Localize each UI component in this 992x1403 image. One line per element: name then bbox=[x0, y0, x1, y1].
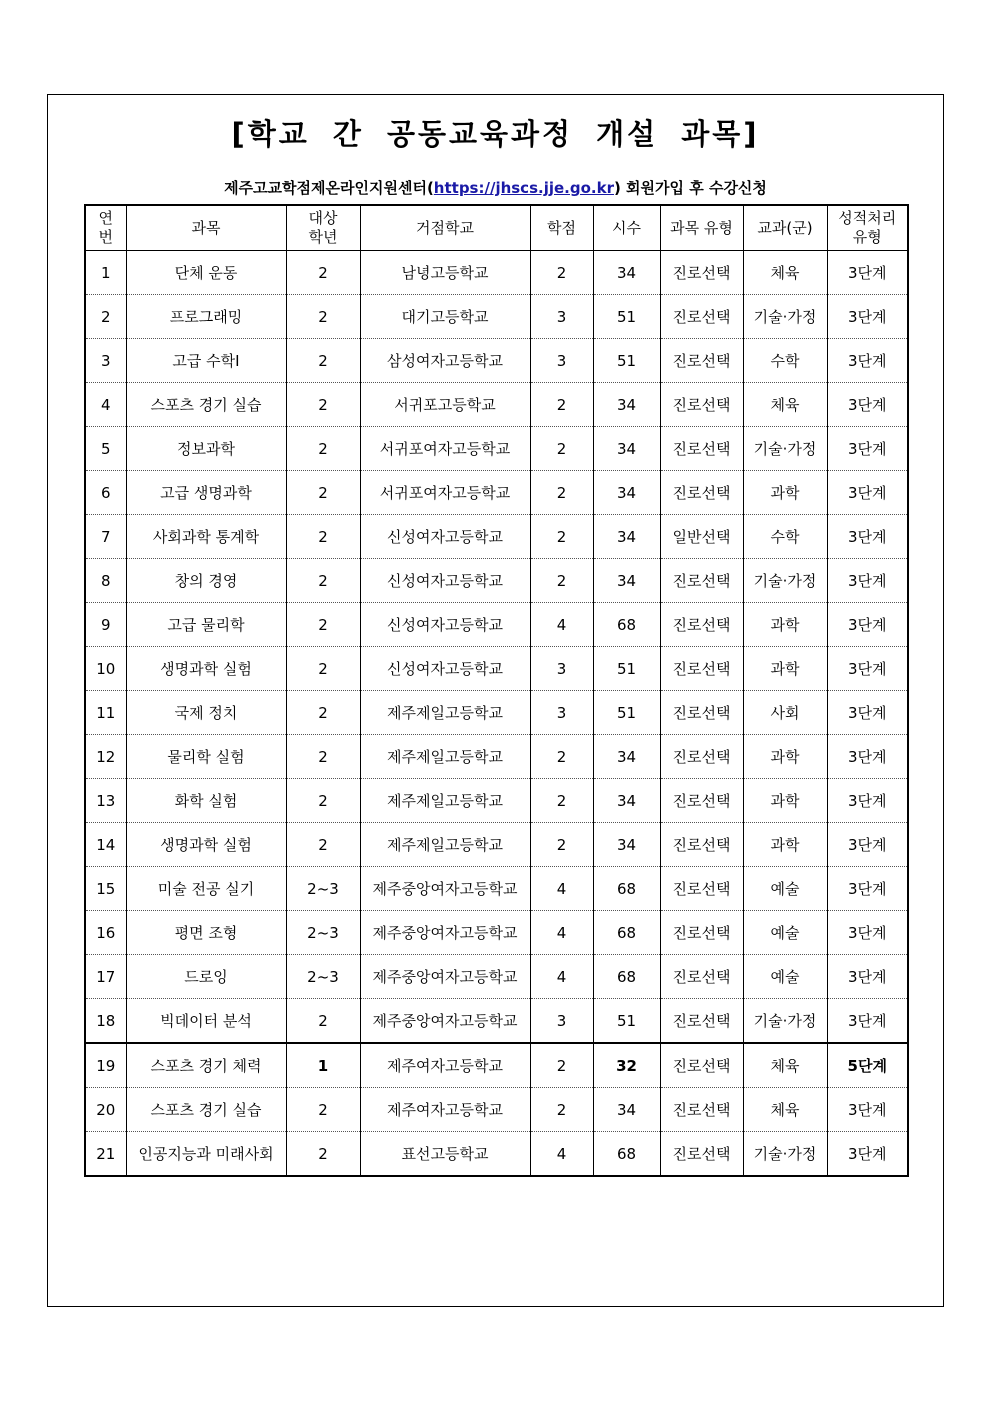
cell-type: 진로선택 bbox=[660, 295, 743, 339]
cell-subject: 드로잉 bbox=[126, 955, 286, 999]
cell-group: 기술·가정 bbox=[743, 427, 827, 471]
course-table bbox=[84, 204, 909, 1177]
cell-group: 과학 bbox=[743, 647, 827, 691]
cell-school: 서귀포여자고등학교 bbox=[360, 427, 530, 471]
cell-type: 진로선택 bbox=[660, 427, 743, 471]
cell-credits: 2 bbox=[530, 735, 593, 779]
cell-eval: 3단계 bbox=[827, 383, 908, 427]
cell-type: 진로선택 bbox=[660, 339, 743, 383]
cell-school: 제주중앙여자고등학교 bbox=[360, 911, 530, 955]
cell-school: 제주여자고등학교 bbox=[360, 1088, 530, 1132]
cell-credits: 2 bbox=[530, 823, 593, 867]
support-center-link[interactable]: https://jhscs.jje.go.kr bbox=[433, 179, 614, 197]
cell-group: 수학 bbox=[743, 515, 827, 559]
cell-hours: 34 bbox=[593, 515, 660, 559]
cell-no: 15 bbox=[85, 867, 126, 911]
cell-credits: 2 bbox=[530, 1088, 593, 1132]
cell-eval: 3단계 bbox=[827, 735, 908, 779]
cell-credits: 4 bbox=[530, 603, 593, 647]
table-row bbox=[85, 823, 908, 867]
cell-subject: 스포츠 경기 실습 bbox=[126, 383, 286, 427]
cell-eval: 3단계 bbox=[827, 1088, 908, 1132]
cell-grade: 2 bbox=[286, 691, 360, 735]
cell-type: 진로선택 bbox=[660, 955, 743, 999]
cell-no: 6 bbox=[85, 471, 126, 515]
cell-eval: 3단계 bbox=[827, 295, 908, 339]
table-row bbox=[85, 603, 908, 647]
subtitle-prefix: 제주고교학점제온라인지원센터( bbox=[224, 179, 434, 197]
cell-grade: 2 bbox=[286, 339, 360, 383]
cell-no: 9 bbox=[85, 603, 126, 647]
cell-no: 8 bbox=[85, 559, 126, 603]
table-row bbox=[85, 559, 908, 603]
cell-type: 진로선택 bbox=[660, 735, 743, 779]
cell-grade: 2 bbox=[286, 1132, 360, 1177]
cell-hours: 34 bbox=[593, 251, 660, 295]
cell-credits: 3 bbox=[530, 295, 593, 339]
cell-eval: 3단계 bbox=[827, 339, 908, 383]
header-credits: 학점 bbox=[530, 205, 593, 251]
cell-group: 과학 bbox=[743, 603, 827, 647]
cell-group: 사회 bbox=[743, 691, 827, 735]
cell-eval: 3단계 bbox=[827, 691, 908, 735]
cell-group: 체육 bbox=[743, 251, 827, 295]
cell-subject: 창의 경영 bbox=[126, 559, 286, 603]
cell-school: 제주중앙여자고등학교 bbox=[360, 955, 530, 999]
table-row bbox=[85, 471, 908, 515]
cell-school: 제주중앙여자고등학교 bbox=[360, 999, 530, 1044]
cell-subject: 평면 조형 bbox=[126, 911, 286, 955]
cell-school: 신성여자고등학교 bbox=[360, 515, 530, 559]
cell-subject: 빅데이터 분석 bbox=[126, 999, 286, 1044]
cell-school: 제주제일고등학교 bbox=[360, 691, 530, 735]
cell-group: 예술 bbox=[743, 955, 827, 999]
cell-credits: 4 bbox=[530, 911, 593, 955]
table-row bbox=[85, 999, 908, 1044]
cell-hours: 51 bbox=[593, 295, 660, 339]
cell-hours: 51 bbox=[593, 999, 660, 1044]
cell-eval: 3단계 bbox=[827, 999, 908, 1044]
cell-group: 체육 bbox=[743, 1043, 827, 1088]
cell-grade: 2 bbox=[286, 735, 360, 779]
cell-group: 과학 bbox=[743, 471, 827, 515]
cell-school: 제주제일고등학교 bbox=[360, 779, 530, 823]
table-row bbox=[85, 647, 908, 691]
table-row bbox=[85, 867, 908, 911]
cell-school: 제주제일고등학교 bbox=[360, 823, 530, 867]
cell-subject: 단체 운동 bbox=[126, 251, 286, 295]
cell-school: 서귀포고등학교 bbox=[360, 383, 530, 427]
cell-subject: 프로그래밍 bbox=[126, 295, 286, 339]
cell-school: 대기고등학교 bbox=[360, 295, 530, 339]
cell-grade: 2 bbox=[286, 779, 360, 823]
table-row bbox=[85, 515, 908, 559]
cell-subject: 국제 정치 bbox=[126, 691, 286, 735]
cell-no: 11 bbox=[85, 691, 126, 735]
cell-grade: 2 bbox=[286, 1088, 360, 1132]
cell-no: 18 bbox=[85, 999, 126, 1044]
cell-hours: 68 bbox=[593, 603, 660, 647]
cell-credits: 3 bbox=[530, 647, 593, 691]
cell-hours: 68 bbox=[593, 955, 660, 999]
cell-no: 5 bbox=[85, 427, 126, 471]
cell-hours: 51 bbox=[593, 339, 660, 383]
cell-credits: 4 bbox=[530, 867, 593, 911]
cell-eval: 3단계 bbox=[827, 823, 908, 867]
cell-hours: 34 bbox=[593, 779, 660, 823]
header-school: 거점학교 bbox=[360, 205, 530, 251]
cell-subject: 미술 전공 실기 bbox=[126, 867, 286, 911]
cell-group: 과학 bbox=[743, 823, 827, 867]
cell-credits: 3 bbox=[530, 339, 593, 383]
cell-type: 진로선택 bbox=[660, 383, 743, 427]
table-row bbox=[85, 295, 908, 339]
cell-subject: 고급 생명과학 bbox=[126, 471, 286, 515]
cell-subject: 생명과학 실험 bbox=[126, 823, 286, 867]
cell-subject: 고급 수학Ⅰ bbox=[126, 339, 286, 383]
cell-group: 기술·가정 bbox=[743, 559, 827, 603]
cell-type: 일반선택 bbox=[660, 515, 743, 559]
header-grade: 대상 학년 bbox=[286, 205, 360, 251]
cell-grade: 2 bbox=[286, 999, 360, 1044]
cell-hours: 34 bbox=[593, 1088, 660, 1132]
table-row bbox=[85, 691, 908, 735]
cell-school: 표선고등학교 bbox=[360, 1132, 530, 1177]
table-row bbox=[85, 427, 908, 471]
cell-no: 17 bbox=[85, 955, 126, 999]
cell-type: 진로선택 bbox=[660, 1088, 743, 1132]
cell-eval: 3단계 bbox=[827, 647, 908, 691]
cell-group: 과학 bbox=[743, 779, 827, 823]
cell-school: 서귀포여자고등학교 bbox=[360, 471, 530, 515]
cell-grade: 2~3 bbox=[286, 955, 360, 999]
header-hours: 시수 bbox=[593, 205, 660, 251]
cell-no: 20 bbox=[85, 1088, 126, 1132]
header-type: 과목 유형 bbox=[660, 205, 743, 251]
cell-school: 신성여자고등학교 bbox=[360, 603, 530, 647]
cell-eval: 3단계 bbox=[827, 1132, 908, 1177]
cell-school: 삼성여자고등학교 bbox=[360, 339, 530, 383]
cell-eval: 3단계 bbox=[827, 251, 908, 295]
cell-group: 예술 bbox=[743, 911, 827, 955]
cell-grade: 2 bbox=[286, 559, 360, 603]
cell-type: 진로선택 bbox=[660, 647, 743, 691]
cell-type: 진로선택 bbox=[660, 471, 743, 515]
cell-grade: 2 bbox=[286, 823, 360, 867]
cell-hours: 34 bbox=[593, 427, 660, 471]
cell-hours: 34 bbox=[593, 735, 660, 779]
table-row bbox=[85, 383, 908, 427]
cell-no: 12 bbox=[85, 735, 126, 779]
cell-credits: 4 bbox=[530, 1132, 593, 1177]
cell-credits: 2 bbox=[530, 779, 593, 823]
cell-eval: 3단계 bbox=[827, 427, 908, 471]
table-row bbox=[85, 1132, 908, 1177]
cell-type: 진로선택 bbox=[660, 779, 743, 823]
cell-hours: 34 bbox=[593, 383, 660, 427]
cell-group: 체육 bbox=[743, 1088, 827, 1132]
cell-no: 1 bbox=[85, 251, 126, 295]
cell-grade: 2 bbox=[286, 251, 360, 295]
cell-hours: 68 bbox=[593, 867, 660, 911]
cell-no: 14 bbox=[85, 823, 126, 867]
cell-credits: 2 bbox=[530, 515, 593, 559]
cell-hours: 34 bbox=[593, 471, 660, 515]
cell-eval: 3단계 bbox=[827, 559, 908, 603]
cell-grade: 2 bbox=[286, 471, 360, 515]
cell-grade: 2 bbox=[286, 295, 360, 339]
cell-type: 진로선택 bbox=[660, 603, 743, 647]
cell-type: 진로선택 bbox=[660, 1043, 743, 1088]
cell-group: 기술·가정 bbox=[743, 999, 827, 1044]
cell-type: 진로선택 bbox=[660, 911, 743, 955]
cell-group: 기술·가정 bbox=[743, 1132, 827, 1177]
cell-eval: 3단계 bbox=[827, 955, 908, 999]
table-row bbox=[85, 251, 908, 295]
cell-group: 체육 bbox=[743, 383, 827, 427]
cell-subject: 고급 물리학 bbox=[126, 603, 286, 647]
cell-subject: 화학 실험 bbox=[126, 779, 286, 823]
cell-subject: 스포츠 경기 실습 bbox=[126, 1088, 286, 1132]
cell-subject: 생명과학 실험 bbox=[126, 647, 286, 691]
table-row bbox=[85, 735, 908, 779]
table-row bbox=[85, 339, 908, 383]
cell-no: 7 bbox=[85, 515, 126, 559]
cell-hours: 34 bbox=[593, 559, 660, 603]
header-eval: 성적처리 유형 bbox=[827, 205, 908, 251]
cell-subject: 정보과학 bbox=[126, 427, 286, 471]
cell-credits: 4 bbox=[530, 955, 593, 999]
cell-grade: 1 bbox=[286, 1043, 360, 1088]
cell-subject: 물리학 실험 bbox=[126, 735, 286, 779]
cell-eval: 3단계 bbox=[827, 471, 908, 515]
cell-school: 신성여자고등학교 bbox=[360, 647, 530, 691]
cell-group: 수학 bbox=[743, 339, 827, 383]
cell-school: 제주여자고등학교 bbox=[360, 1043, 530, 1088]
cell-credits: 2 bbox=[530, 251, 593, 295]
table-row bbox=[85, 955, 908, 999]
cell-grade: 2 bbox=[286, 647, 360, 691]
table-header-row bbox=[85, 205, 908, 251]
cell-eval: 5단계 bbox=[827, 1043, 908, 1088]
cell-hours: 68 bbox=[593, 1132, 660, 1177]
cell-eval: 3단계 bbox=[827, 515, 908, 559]
table-row bbox=[85, 1043, 908, 1088]
cell-subject: 인공지능과 미래사회 bbox=[126, 1132, 286, 1177]
cell-type: 진로선택 bbox=[660, 559, 743, 603]
cell-hours: 34 bbox=[593, 823, 660, 867]
cell-eval: 3단계 bbox=[827, 911, 908, 955]
cell-subject: 스포츠 경기 체력 bbox=[126, 1043, 286, 1088]
cell-grade: 2 bbox=[286, 603, 360, 647]
cell-credits: 2 bbox=[530, 559, 593, 603]
cell-group: 예술 bbox=[743, 867, 827, 911]
cell-no: 2 bbox=[85, 295, 126, 339]
cell-no: 4 bbox=[85, 383, 126, 427]
cell-eval: 3단계 bbox=[827, 867, 908, 911]
cell-type: 진로선택 bbox=[660, 823, 743, 867]
cell-grade: 2 bbox=[286, 383, 360, 427]
cell-no: 19 bbox=[85, 1043, 126, 1088]
cell-grade: 2 bbox=[286, 427, 360, 471]
cell-group: 과학 bbox=[743, 735, 827, 779]
cell-school: 제주제일고등학교 bbox=[360, 735, 530, 779]
cell-no: 10 bbox=[85, 647, 126, 691]
cell-eval: 3단계 bbox=[827, 779, 908, 823]
cell-hours: 51 bbox=[593, 647, 660, 691]
table-row bbox=[85, 911, 908, 955]
table-row bbox=[85, 1088, 908, 1132]
table-row bbox=[85, 779, 908, 823]
cell-no: 13 bbox=[85, 779, 126, 823]
cell-hours: 51 bbox=[593, 691, 660, 735]
cell-subject: 사회과학 통계학 bbox=[126, 515, 286, 559]
cell-hours: 32 bbox=[593, 1043, 660, 1088]
cell-grade: 2 bbox=[286, 515, 360, 559]
subtitle bbox=[47, 177, 944, 198]
cell-grade: 2~3 bbox=[286, 867, 360, 911]
cell-credits: 3 bbox=[530, 999, 593, 1044]
cell-type: 진로선택 bbox=[660, 999, 743, 1044]
cell-grade: 2~3 bbox=[286, 911, 360, 955]
cell-eval: 3단계 bbox=[827, 603, 908, 647]
cell-credits: 2 bbox=[530, 1043, 593, 1088]
header-no: 연 번 bbox=[85, 205, 126, 251]
cell-type: 진로선택 bbox=[660, 1132, 743, 1177]
page-title: [학교 간 공동교육과정 개설 과목] bbox=[231, 117, 760, 151]
cell-type: 진로선택 bbox=[660, 251, 743, 295]
subtitle-suffix: ) 회원가입 후 수강신청 bbox=[613, 179, 767, 197]
cell-group: 기술·가정 bbox=[743, 295, 827, 339]
cell-school: 제주중앙여자고등학교 bbox=[360, 867, 530, 911]
cell-credits: 2 bbox=[530, 427, 593, 471]
cell-credits: 3 bbox=[530, 691, 593, 735]
header-subject: 과목 bbox=[126, 205, 286, 251]
cell-credits: 2 bbox=[530, 383, 593, 427]
cell-type: 진로선택 bbox=[660, 691, 743, 735]
header-group: 교과(군) bbox=[743, 205, 827, 251]
cell-credits: 2 bbox=[530, 471, 593, 515]
cell-no: 21 bbox=[85, 1132, 126, 1177]
cell-no: 16 bbox=[85, 911, 126, 955]
cell-type: 진로선택 bbox=[660, 867, 743, 911]
cell-no: 3 bbox=[85, 339, 126, 383]
cell-school: 신성여자고등학교 bbox=[360, 559, 530, 603]
cell-hours: 68 bbox=[593, 911, 660, 955]
cell-school: 남녕고등학교 bbox=[360, 251, 530, 295]
